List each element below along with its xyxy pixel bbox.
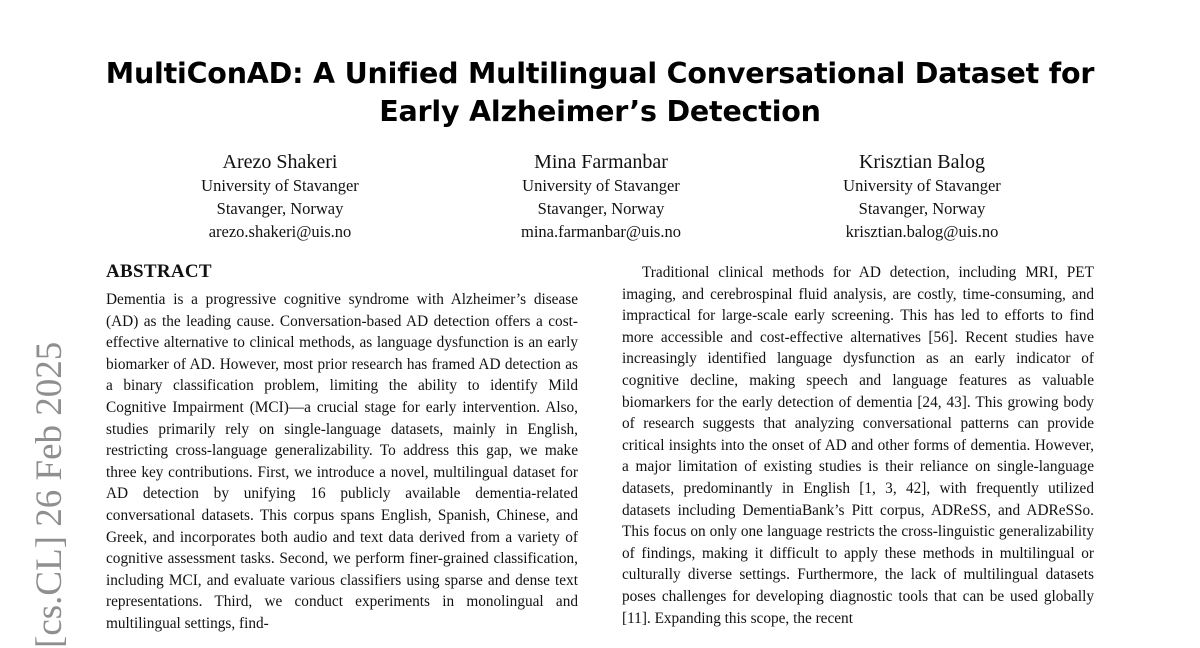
author-block-3	[772, 150, 1072, 243]
author-affiliation: University of Stavanger	[201, 176, 359, 195]
author-block-1	[130, 150, 430, 243]
author-location: Stavanger, Norway	[216, 199, 344, 218]
abstract-column	[106, 260, 578, 635]
author-affiliation: University of Stavanger	[522, 176, 680, 195]
author-block-2	[451, 150, 751, 243]
title-line-1: MultiConAD: A Unified Multilingual Conversational Dataset for	[105, 57, 1095, 90]
author-email[interactable]: mina.farmanbar@uis.no	[521, 222, 681, 241]
intro-column	[622, 262, 1094, 629]
paper-title	[60, 55, 1140, 131]
abstract-heading: ABSTRACT	[106, 261, 212, 282]
author-name: Mina Farmanbar	[534, 151, 668, 173]
intro-paragraph: Traditional clinical methods for AD detection, including MRI, PET imaging, and cerebrospinal fluid analysis, are costly, time-consuming, and impractical for large-scale early screening. This has led to efforts to find more accessible and cost-effective alternatives [56]. Recent studies have increasingly identified language dysfunction as an early indicator of cognitive decline, making speech and language features as valuable biomarkers for the early detection of dementia [24, 43]. This growing body of research suggests that analyzing conversational patterns can provide critical insights into the onset of AD and other forms of dementia. However, a major limitation of existing studies is their reliance on single-language datasets, predominantly in English [1, 3, 42], with frequently utilized datasets including DementiaBank’s Pitt corpus, ADReSS, and ADReSSo. This focus on only one language restricts the cross-linguistic generalizability of findings, making it difficult to apply these methods in multilingual or culturally diverse settings. Furthermore, the lack of multilingual datasets poses challenges for developing diagnostic tools that can be used globally [11]. Expanding this scope, the recent	[622, 264, 1094, 627]
title-line-2: Early Alzheimer’s Detection	[379, 95, 821, 128]
arxiv-stamp-wrapper	[30, 310, 70, 648]
abstract-body: Dementia is a progressive cognitive syndrome with Alzheimer’s disease (AD) as the leading cause. Conversation-based AD detection offers a cost-effective alternative to clinical methods, as language dysfunction is an early biomarker of AD. However, most prior research has framed AD detection as a binary classification problem, limiting the ability to identify Mild Cognitive Impairment (MCI)—a crucial stage for early intervention. Also, studies primarily rely on single-language datasets, mainly in English, restricting cross-language generalizability. To address this gap, we make three key contributions. First, we introduce a novel, multilingual dataset for AD detection by unifying 16 publicly available dementia-related conversational datasets. This corpus spans English, Spanish, Chinese, and Greek, and incorporates both audio and text data derived from a variety of cognitive assessment tasks. Second, we perform finer-grained classification, including MCI, and evaluate various classifiers using sparse and dense text representations. Third, we conduct experiments in monolingual and multilingual settings, find-	[106, 291, 578, 632]
author-affiliation: University of Stavanger	[843, 176, 1001, 195]
author-name: Arezo Shakeri	[222, 151, 338, 173]
author-email[interactable]: arezo.shakeri@uis.no	[208, 222, 352, 241]
author-location: Stavanger, Norway	[537, 199, 665, 218]
author-name: Krisztian Balog	[858, 151, 986, 173]
author-email[interactable]: krisztian.balog@uis.no	[845, 222, 999, 241]
arxiv-stamp: [cs.CL] 26 Feb 2025	[29, 341, 70, 648]
author-location: Stavanger, Norway	[858, 199, 986, 218]
